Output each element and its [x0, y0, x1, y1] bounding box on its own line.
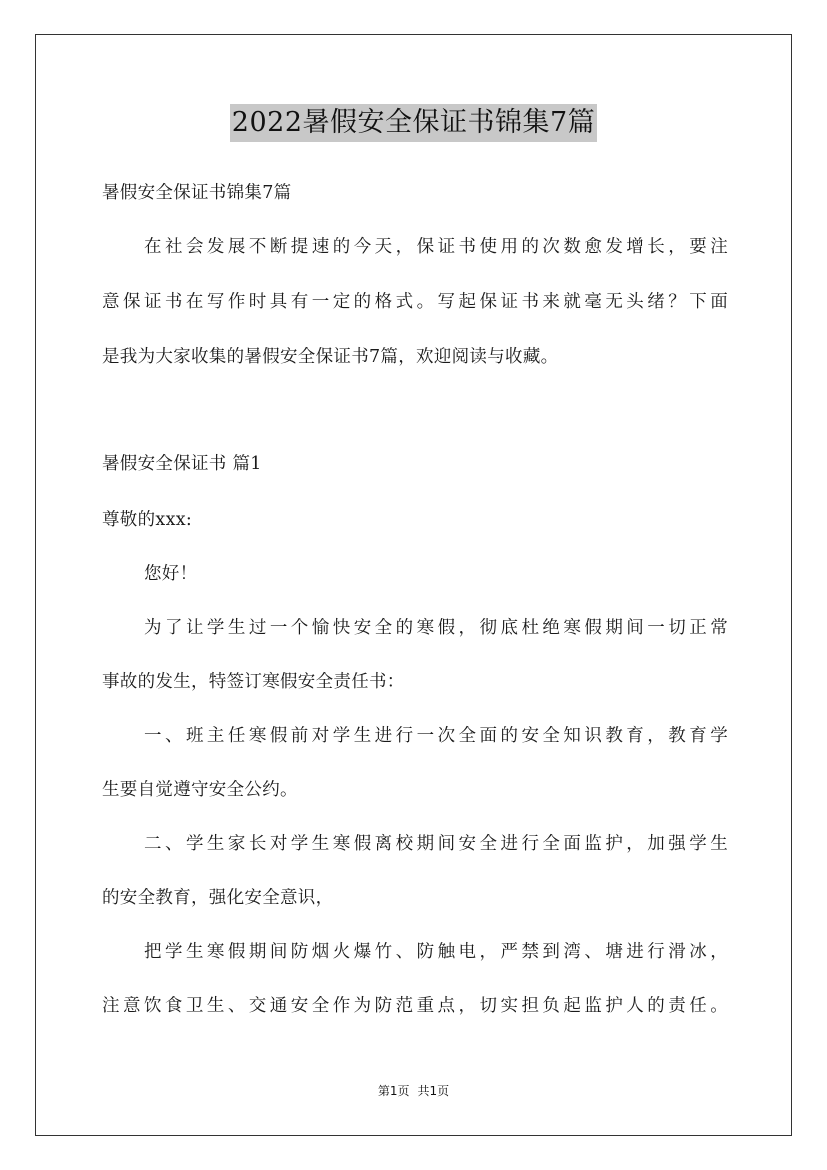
section-heading: 暑假安全保证书 篇1	[102, 454, 262, 474]
body-line: 为了让学生过一个愉快安全的寒假，彻底杜绝寒假期间一切正常	[144, 618, 728, 638]
page-footer	[0, 1082, 827, 1099]
body-line: 把学生寒假期间防烟火爆竹、防触电，严禁到湾、塘进行滑冰，	[144, 942, 728, 962]
body-line: 生要自觉遵守安全公约。	[102, 780, 298, 800]
page-number-current: 第1页	[377, 1084, 410, 1098]
salutation: 尊敬的xxx:	[102, 510, 193, 530]
greeting: 您好！	[144, 564, 198, 584]
intro-line: 是我为大家收集的暑假安全保证书7篇，欢迎阅读与收藏。	[102, 347, 559, 367]
body-line: 一、班主任寒假前对学生进行一次全面的安全知识教育，教育学	[144, 726, 728, 746]
title-container	[0, 104, 827, 142]
intro-line: 在社会发展不断提速的今天，保证书使用的次数愈发增长，要注	[144, 237, 728, 257]
body-line: 事故的发生，特签订寒假安全责任书：	[102, 672, 405, 692]
intro-line: 意保证书在写作时具有一定的格式。写起保证书来就毫无头绪？下面	[102, 292, 728, 312]
page-number-total: 共1页	[417, 1084, 450, 1098]
body-line: 注意饮食卫生、交通安全作为防范重点，切实担负起监护人的责任。	[102, 996, 728, 1016]
document-title: 2022暑假安全保证书锦集7篇	[230, 104, 597, 142]
body-line: 的安全教育，强化安全意识，	[102, 888, 334, 908]
body-line: 二、学生家长对学生寒假离校期间安全进行全面监护，加强学生	[144, 834, 728, 854]
subtitle: 暑假安全保证书锦集7篇	[102, 183, 292, 203]
